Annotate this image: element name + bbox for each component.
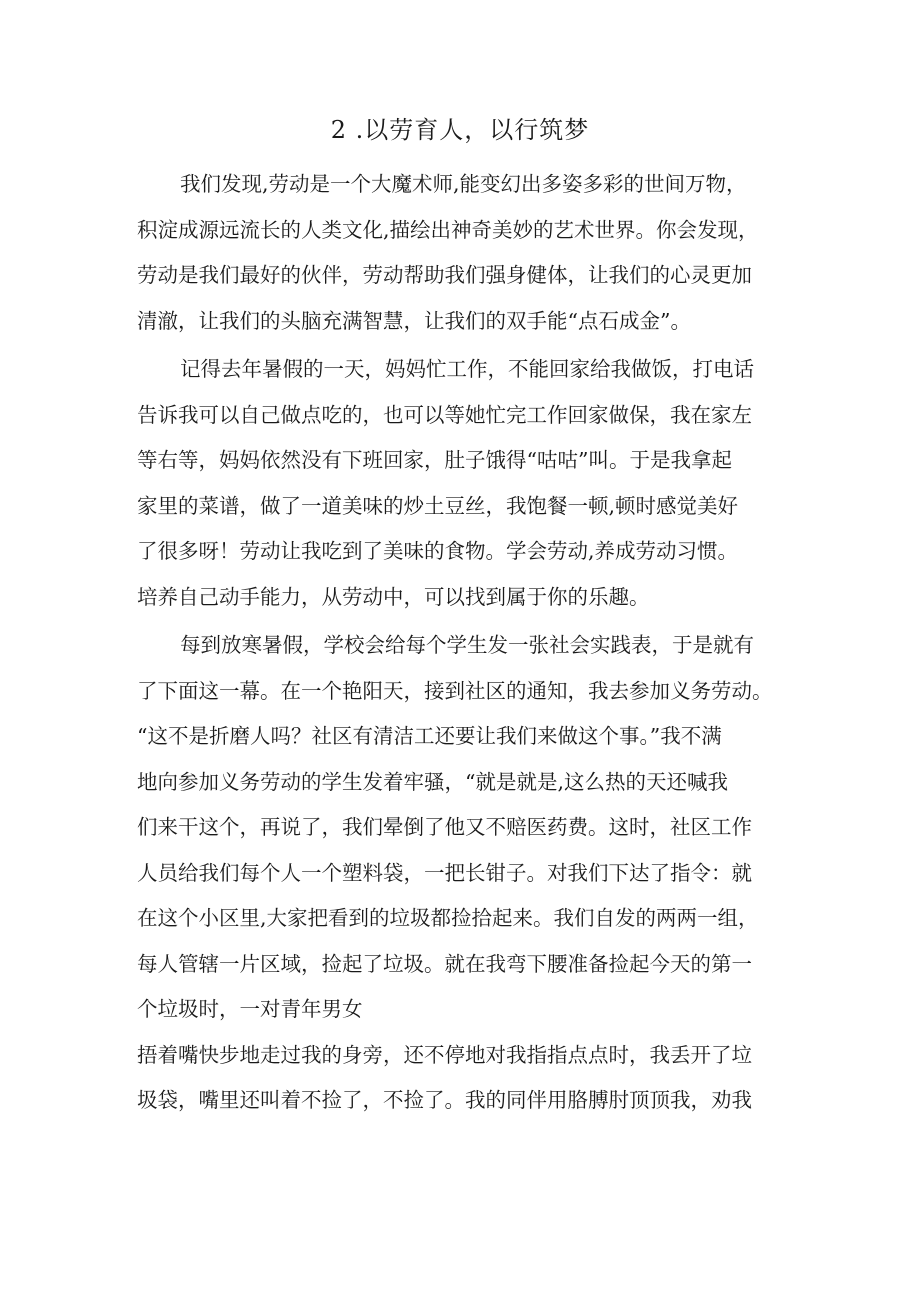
document-title: 2 .以劳育人，以行筑梦 [330, 116, 590, 144]
text-line: 捂着嘴快步地走过我的身旁，还不停地对我指指点点时，我丢开了垃 [137, 1042, 752, 1067]
text-line: 人员给我们每个人一个塑料袋，一把长钳子。对我们下达了指令：就 [137, 860, 752, 885]
text-line: 们来干这个，再说了，我们晕倒了他又不赔医药费。这时，社区工作 [137, 815, 752, 839]
text-line: 积淀成源远流长的人类文化,描绘出神奇美妙的艺术世界。你会发现， [137, 217, 759, 242]
text-line: 了很多呀！劳动让我吃到了美味的食物。学会劳动,养成劳动习惯。 [137, 539, 739, 563]
text-line: 告诉我可以自己做点吃的，也可以等她忙完工作回家做保，我在家左 [137, 402, 752, 427]
text-line: 记得去年暑假的一天，妈妈忙工作，不能回家给我做饭，打电话 [180, 357, 754, 381]
text-line: 个垃圾时，一对青年男女 [137, 997, 363, 1021]
text-line: 我们发现,劳动是一个大魔术师,能变幻出多姿多彩的世间万物， [180, 172, 747, 196]
text-line: 每人管辖一片区域，捡起了垃圾。就在我弯下腰准备捡起今天的第一 [137, 951, 752, 976]
text-line: 地向参加义务劳动的学生发着牢骚，“就是就是,这么热的天还喊我 [137, 769, 728, 794]
text-line: 了下面这一幕。在一个艳阳天，接到社区的通知，我去参加义务劳动。 [137, 678, 773, 703]
text-line: 等右等，妈妈依然没有下班回家，肚子饿得“咕咕”叫。于是我拿起 [137, 448, 732, 472]
text-line: “这不是折磨人吗？社区有清洁工还要让我们来做这个事。”我不满 [137, 724, 722, 748]
text-line: 清澈，让我们的头脑充满智慧，让我们的双手能“点石成金”。 [137, 308, 691, 333]
text-line: 圾袋，嘴里还叫着不捡了，不捡了。我的同伴用胳膊肘顶顶我，劝我 [137, 1088, 752, 1112]
text-line: 培养自己动手能力，从劳动中，可以找到属于你的乐趣。 [137, 584, 650, 609]
text-line: 家里的菜谱，做了一道美味的炒土豆丝，我饱餐一顿,顿时感觉美好 [137, 493, 739, 518]
text-line: 每到放寒暑假，学校会给每个学生发一张社会实践表，于是就有 [180, 633, 754, 657]
document-body [137, 162, 787, 1124]
text-line: 在这个小区里,大家把看到的垃圾都捡拾起来。我们自发的两两一组， [137, 906, 759, 930]
text-line: 劳动是我们最好的伙伴，劳动帮助我们强身健体，让我们的心灵更加 [137, 263, 752, 287]
